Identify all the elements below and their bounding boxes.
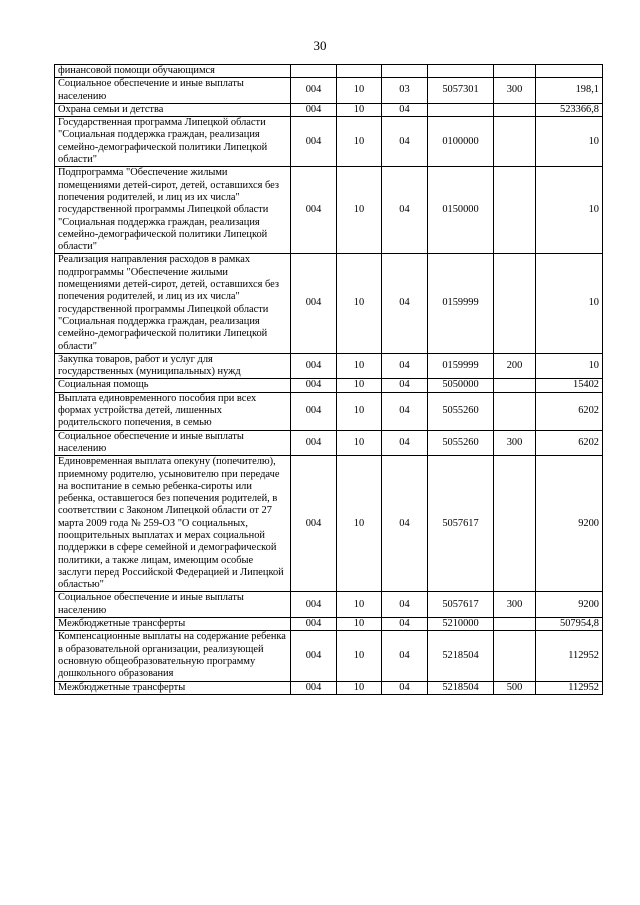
ministry-code-cell: 004 [291,456,337,592]
expense-type-cell [494,379,536,392]
target-article-cell [428,103,494,116]
ministry-code-cell: 004 [291,618,337,631]
table-row [55,117,603,167]
subsection-code-cell [382,65,428,78]
ministry-code-cell: 004 [291,592,337,618]
subsection-code-cell: 04 [382,353,428,379]
section-code-cell: 10 [337,379,382,392]
row-name-cell: Закупка товаров, работ и услуг для государственных (муниципальных) нужд [55,353,291,379]
section-code-cell: 10 [337,430,382,456]
section-code-cell: 10 [337,78,382,104]
ministry-code-cell: 004 [291,353,337,379]
expense-type-cell [494,618,536,631]
row-name-cell: Социальная помощь [55,379,291,392]
target-article-cell: 0100000 [428,117,494,167]
target-article-cell: 5050000 [428,379,494,392]
row-name-cell: Охрана семьи и детства [55,103,291,116]
expense-type-cell [494,103,536,116]
section-code-cell: 10 [337,618,382,631]
row-name-cell: Единовременная выплата опекуну (попечителю), приемному родителю, усыновителю при передаче на воспитание в семью ребенка-сироты или ребенка, оставшегося без попечения родителей, в соответствии с Законом Липецкой области от 27 марта 2009 года № 259-ОЗ "О социальных, поощрительных выплатах и мерах социальной поддержки в сфере семейной и демографической политики, а также лицам, имеющим особые заслуги перед Российской Федерацией и Липецкой областью" [55,456,291,592]
subsection-code-cell: 04 [382,631,428,681]
row-name-cell: Реализация направления расходов в рамках подпрограммы "Обеспечение жилыми помещениями детей-сирот, детей, оставшихся без попечения родителей, и лиц из их числа" государственной программы Липецкой области "Социальная поддержка граждан, реализация семейно-демографической политики Липецкой области" [55,254,291,353]
ministry-code-cell: 004 [291,167,337,254]
table-row [55,681,603,694]
subsection-code-cell: 04 [382,681,428,694]
subsection-code-cell: 04 [382,430,428,456]
target-article-cell: 5055260 [428,392,494,430]
section-code-cell: 10 [337,631,382,681]
ministry-code-cell: 004 [291,631,337,681]
amount-cell: 507954,8 [536,618,603,631]
expense-type-cell [494,65,536,78]
subsection-code-cell: 04 [382,592,428,618]
subsection-code-cell: 04 [382,254,428,353]
subsection-code-cell: 04 [382,167,428,254]
target-article-cell: 5055260 [428,430,494,456]
ministry-code-cell: 004 [291,392,337,430]
ministry-code-cell: 004 [291,379,337,392]
row-name-cell: Государственная программа Липецкой области "Социальная поддержка граждан, реализация семейно-демографической политики Липецкой области" [55,117,291,167]
section-code-cell [337,65,382,78]
amount-cell: 6202 [536,392,603,430]
target-article-cell [428,65,494,78]
table-row [55,254,603,353]
amount-cell: 9200 [536,592,603,618]
page-number: 30 [313,38,327,53]
subsection-code-cell: 04 [382,456,428,592]
amount-cell: 15402 [536,379,603,392]
subsection-code-cell: 04 [382,103,428,116]
expense-type-cell: 500 [494,681,536,694]
ministry-code-cell: 004 [291,430,337,456]
expense-type-cell [494,392,536,430]
section-code-cell: 10 [337,103,382,116]
amount-cell: 112952 [536,681,603,694]
amount-cell: 10 [536,167,603,254]
amount-cell: 6202 [536,430,603,456]
expense-type-cell: 300 [494,592,536,618]
subsection-code-cell: 04 [382,392,428,430]
budget-table-body [55,65,603,695]
subsection-code-cell: 04 [382,618,428,631]
expense-type-cell: 200 [494,353,536,379]
expense-type-cell [494,117,536,167]
ministry-code-cell: 004 [291,117,337,167]
target-article-cell: 5057301 [428,78,494,104]
expense-type-cell [494,167,536,254]
row-name-cell: Социальное обеспечение и иные выплаты населению [55,430,291,456]
table-row [55,631,603,681]
amount-cell: 10 [536,353,603,379]
ministry-code-cell [291,65,337,78]
target-article-cell: 0159999 [428,254,494,353]
table-row [55,65,603,78]
expense-type-cell [494,631,536,681]
target-article-cell: 0159999 [428,353,494,379]
table-row [55,456,603,592]
row-name-cell: Социальное обеспечение и иные выплаты населению [55,78,291,104]
section-code-cell: 10 [337,392,382,430]
table-row [55,78,603,104]
table-row [55,103,603,116]
section-code-cell: 10 [337,117,382,167]
amount-cell: 523366,8 [536,103,603,116]
expense-type-cell [494,456,536,592]
target-article-cell: 5057617 [428,592,494,618]
table-row [55,353,603,379]
row-name-cell: Социальное обеспечение и иные выплаты населению [55,592,291,618]
section-code-cell: 10 [337,254,382,353]
table-row [55,592,603,618]
table-row [55,618,603,631]
expense-type-cell [494,254,536,353]
amount-cell: 198,1 [536,78,603,104]
ministry-code-cell: 004 [291,681,337,694]
row-name-cell: Выплата единовременного пособия при всех формах устройства детей, лишенных родительского попечения, в семью [55,392,291,430]
row-name-cell: Подпрограмма "Обеспечение жилыми помещениями детей-сирот, детей, оставшихся без попечения родителей, и лиц из их числа" государственной программы Липецкой области "Социальная поддержка граждан, реализация семейно-демографической политики Липецкой области" [55,167,291,254]
amount-cell: 9200 [536,456,603,592]
ministry-code-cell: 004 [291,103,337,116]
target-article-cell: 5210000 [428,618,494,631]
ministry-code-cell: 004 [291,254,337,353]
target-article-cell: 0150000 [428,167,494,254]
section-code-cell: 10 [337,167,382,254]
row-name-cell: финансовой помощи обучающимся [55,65,291,78]
table-row [55,379,603,392]
amount-cell: 112952 [536,631,603,681]
budget-table [54,64,603,695]
target-article-cell: 5218504 [428,631,494,681]
amount-cell: 10 [536,117,603,167]
amount-cell: 10 [536,254,603,353]
target-article-cell: 5057617 [428,456,494,592]
row-name-cell: Межбюджетные трансферты [55,618,291,631]
row-name-cell: Компенсационные выплаты на содержание ребенка в образовательной организации, реализующей основную общеобразовательную программу дошкольного образования [55,631,291,681]
subsection-code-cell: 04 [382,117,428,167]
target-article-cell: 5218504 [428,681,494,694]
table-row [55,392,603,430]
ministry-code-cell: 004 [291,78,337,104]
section-code-cell: 10 [337,456,382,592]
subsection-code-cell: 04 [382,379,428,392]
row-name-cell: Межбюджетные трансферты [55,681,291,694]
expense-type-cell: 300 [494,430,536,456]
section-code-cell: 10 [337,353,382,379]
expense-type-cell: 300 [494,78,536,104]
amount-cell [536,65,603,78]
table-row [55,167,603,254]
subsection-code-cell: 03 [382,78,428,104]
section-code-cell: 10 [337,681,382,694]
section-code-cell: 10 [337,592,382,618]
table-row [55,430,603,456]
